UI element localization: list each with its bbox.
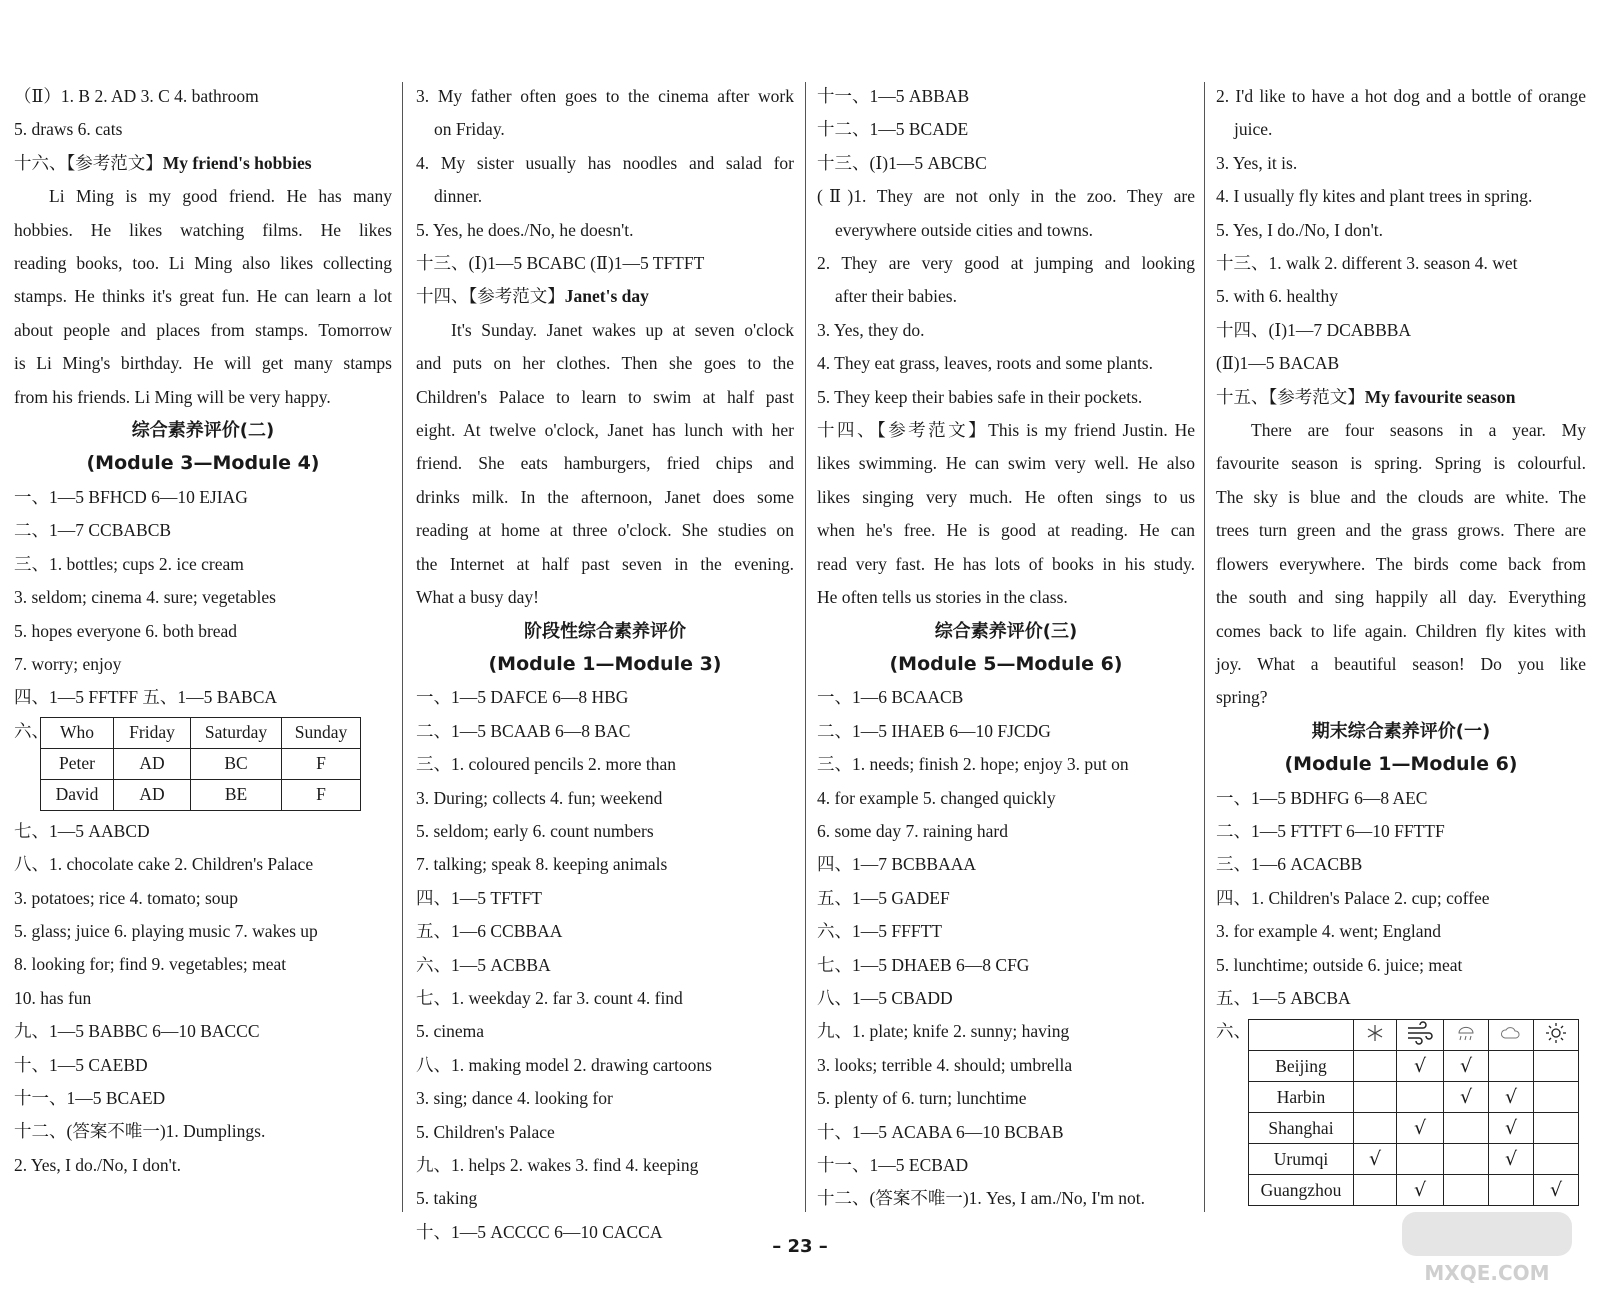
answer-line: 4. I usually fly kites and plant trees in spring. xyxy=(1216,186,1533,207)
check-cell xyxy=(1354,1051,1397,1082)
table-cell: AD xyxy=(114,748,191,779)
answer-line: 六、1—5 FFFTT xyxy=(817,921,942,942)
table-cell: Peter xyxy=(41,748,114,779)
answer-line: 4. for example 5. changed quickly xyxy=(817,787,1056,808)
essay-prefix: 十五、【参考范文】 xyxy=(1216,386,1365,407)
answer-line: 十三、(Ⅰ)1—5 BCABC (Ⅱ)1—5 TFTFT xyxy=(416,253,705,274)
check-cell xyxy=(1534,1175,1579,1206)
check-mark-icon: √ xyxy=(1413,1117,1427,1140)
city-cell: Guangzhou xyxy=(1249,1175,1354,1206)
answer-line: 2. They are very good at jumping and looking xyxy=(817,253,1195,274)
essay-heading xyxy=(14,147,392,180)
check-cell xyxy=(1444,1051,1489,1082)
answer-line: 七、1. weekday 2. far 3. count 4. find xyxy=(416,987,683,1008)
answer-line: 三、1. coloured pencils 2. more than xyxy=(416,754,677,775)
sun-icon xyxy=(1543,1021,1569,1045)
weather-header-cell xyxy=(1534,1020,1579,1051)
weather-table-block xyxy=(1216,1015,1586,1211)
essay-line: drinks milk. In the afternoon, Janet does some xyxy=(416,486,794,507)
answer-line: 6. some day 7. raining hard xyxy=(817,820,1008,841)
answer-line: 3. Yes, they do. xyxy=(817,319,925,340)
check-cell xyxy=(1444,1175,1489,1206)
table-header-cell: Friday xyxy=(114,717,191,748)
essay-line: is Li Ming's birthday. He will get many stamps xyxy=(14,353,392,374)
answer-line: 十、1—5 ACABA 6—10 BCBAB xyxy=(817,1121,1064,1142)
check-cell xyxy=(1534,1051,1579,1082)
answer-line: 十四、(Ⅰ)1—7 DCABBBA xyxy=(1216,319,1412,340)
column-4 xyxy=(1216,80,1586,1216)
answer-line: 10. has fun xyxy=(14,987,92,1008)
table-header-cell: Sunday xyxy=(282,717,361,748)
answer-line: 九、1. helps 2. wakes 3. find 4. keeping xyxy=(416,1155,699,1175)
essay-line: about people and places from stamps. Tomorrow xyxy=(14,319,392,340)
answer-line: 7. worry; enjoy xyxy=(14,653,122,674)
essay-line: flowers everywhere. The birds come back from xyxy=(1216,553,1586,574)
weather-header-cell xyxy=(1397,1020,1444,1051)
essay-line: read very fast. He has lots of books in his study. xyxy=(817,553,1195,574)
essay-line: 十四、【参考范文】This is my friend Justin. He xyxy=(817,420,1195,441)
essay-line: There are four seasons in a year. My xyxy=(1251,420,1586,441)
answer-line: 四、1—5 TFTFT xyxy=(416,887,542,908)
check-mark-icon: √ xyxy=(1413,1055,1427,1078)
answer-line: (Ⅱ)1—5 BACAB xyxy=(1216,353,1340,374)
section-heading: 综合素养评价(三) xyxy=(934,620,1078,642)
check-cell xyxy=(1489,1082,1534,1113)
answer-line: 五、1—6 CCBBAA xyxy=(416,921,563,942)
answer-line: 4. My sister usually has noodles and salad for xyxy=(416,152,794,173)
answer-line: 七、1—5 DHAEB 6—8 CFG xyxy=(817,954,1030,975)
snowflake-icon xyxy=(1362,1021,1388,1045)
check-cell xyxy=(1444,1144,1489,1175)
essay-line: reading at home at three o'clock. She studies on xyxy=(416,520,794,541)
check-cell xyxy=(1534,1113,1579,1144)
weather-row xyxy=(1249,1051,1579,1082)
column-divider-1 xyxy=(402,82,403,1212)
answer-line: 5. Children's Palace xyxy=(416,1121,555,1142)
answer-line: 二、1—5 FTTFT 6—10 FFTTF xyxy=(1216,820,1445,841)
section-subheading: (Module 1—Module 6) xyxy=(1284,753,1518,776)
answer-line: 5. glass; juice 6. playing music 7. wakes up xyxy=(14,920,318,941)
watermark-logo xyxy=(1392,1206,1582,1288)
section-heading: 阶段性综合素养评价 xyxy=(524,620,686,642)
essay-prefix: 十四、【参考范文】 xyxy=(416,286,565,307)
check-cell xyxy=(1354,1144,1397,1175)
answer-line: 一、1—5 BFHCD 6—10 EJIAG xyxy=(14,486,248,507)
answer-line: 3. seldom; cinema 4. sure; vegetables xyxy=(14,587,276,608)
answer-line: 十二、1—5 BCADE xyxy=(817,119,969,140)
section-subheading: (Module 3—Module 4) xyxy=(86,452,320,475)
essay-line: trees turn green and the grass grows. There are xyxy=(1216,520,1586,541)
weather-row xyxy=(1249,1144,1579,1175)
answer-line: 3. potatoes; rice 4. tomato; soup xyxy=(14,887,239,908)
answer-line: 四、1. Children's Palace 2. cup; coffee xyxy=(1216,887,1490,908)
table-cell: F xyxy=(282,779,361,810)
weather-header-cell xyxy=(1489,1020,1534,1051)
answer-line: 5. draws 6. cats xyxy=(14,119,123,140)
check-mark-icon: √ xyxy=(1549,1179,1563,1202)
cloud-icon xyxy=(1498,1021,1524,1045)
column-2 xyxy=(416,80,794,1242)
essay-line: reading books, too. Li Ming also likes collecting xyxy=(14,253,392,274)
essay-line: hobbies. He likes watching films. He likes xyxy=(14,219,392,240)
city-cell: Shanghai xyxy=(1249,1113,1354,1144)
answer-line: 三、1. bottles; cups 2. ice cream xyxy=(14,553,244,574)
answer-line: 5. taking xyxy=(416,1188,478,1209)
weather-header-cell xyxy=(1444,1020,1489,1051)
weather-header-cell xyxy=(1354,1020,1397,1051)
table-cell: BE xyxy=(191,779,282,810)
check-cell xyxy=(1397,1082,1444,1113)
city-cell: Urumqi xyxy=(1249,1144,1354,1175)
essay-line: Children's Palace to learn to swim at half past xyxy=(416,386,794,407)
essay-line: comes back to life again. Children fly kites with xyxy=(1216,620,1586,641)
essay-line: The sky is blue and the clouds are white. The xyxy=(1216,486,1586,507)
answer-line: 十三、(Ⅰ)1—5 ABCBC xyxy=(817,152,987,173)
essay-line: friend. She eats hamburgers, fried chips and xyxy=(416,453,794,474)
check-mark-icon: √ xyxy=(1413,1179,1427,1202)
table-corner-cell xyxy=(1249,1020,1354,1051)
check-cell xyxy=(1354,1082,1397,1113)
check-cell xyxy=(1444,1082,1489,1113)
answer-line: 5. They keep their babies safe in their pockets. xyxy=(817,386,1143,407)
table-header-cell: Who xyxy=(41,717,114,748)
answer-line: 一、1—5 BDHFG 6—8 AEC xyxy=(1216,787,1428,808)
column-divider-2 xyxy=(805,82,806,1212)
answer-line: 五、1—5 GADEF xyxy=(817,887,950,908)
answer-line: 一、1—6 BCAACB xyxy=(817,687,964,708)
check-cell xyxy=(1534,1144,1579,1175)
answer-line: 5. Yes, I do./No, I don't. xyxy=(1216,219,1383,240)
weather-table xyxy=(1248,1019,1579,1206)
check-cell xyxy=(1534,1082,1579,1113)
table-cell: AD xyxy=(114,779,191,810)
answer-line: 九、1. plate; knife 2. sunny; having xyxy=(817,1021,1070,1042)
answer-line: 3. Yes, it is. xyxy=(1216,152,1298,173)
answer-line: 7. talking; speak 8. keeping animals xyxy=(416,854,668,875)
check-cell xyxy=(1397,1144,1444,1175)
essay-heading xyxy=(416,280,794,313)
answer-line: 3. looks; terrible 4. should; umbrella xyxy=(817,1054,1073,1075)
answer-line: 5. lunchtime; outside 6. juice; meat xyxy=(1216,954,1463,975)
answer-line: 十、1—5 CAEBD xyxy=(14,1054,148,1075)
answer-line: dinner. xyxy=(434,186,483,207)
answer-line: 2. Yes, I do./No, I don't. xyxy=(14,1154,181,1175)
table-label: 六、 xyxy=(1216,1021,1251,1042)
answer-line: 5. plenty of 6. turn; lunchtime xyxy=(817,1088,1027,1109)
answer-line: 5. with 6. healthy xyxy=(1216,286,1338,307)
check-mark-icon: √ xyxy=(1504,1148,1518,1171)
answer-line: 二、1—7 CCBABCB xyxy=(14,520,172,541)
answer-line: on Friday. xyxy=(434,119,505,140)
rain-icon xyxy=(1453,1021,1479,1045)
answer-line: juice. xyxy=(1234,119,1273,140)
check-cell xyxy=(1489,1144,1534,1175)
answer-line: （Ⅱ）1. B 2. AD 3. C 4. bathroom xyxy=(14,86,259,106)
answer-line: 十二、(答案不唯一)1. Dumplings. xyxy=(14,1121,266,1142)
table-cell: F xyxy=(282,748,361,779)
essay-line: likes swimming. He can swim very well. He also xyxy=(817,453,1195,474)
essay-line: eight. At twelve o'clock, Janet has lunch with her xyxy=(416,420,794,441)
check-mark-icon: √ xyxy=(1368,1148,1382,1171)
answer-line: 3. My father often goes to the cinema after work xyxy=(416,86,794,106)
answer-line: 六、1—5 ACBBA xyxy=(416,954,551,975)
answer-line: 十一、1—5 BCAED xyxy=(14,1087,166,1108)
check-cell xyxy=(1354,1113,1397,1144)
answer-line: 四、1—7 BCBBAAA xyxy=(817,854,976,875)
table-header-cell: Saturday xyxy=(191,717,282,748)
answer-line: 5. hopes everyone 6. both bread xyxy=(14,620,238,641)
essay-title: My friend's hobbies xyxy=(162,152,312,173)
wind-icon xyxy=(1405,1021,1435,1045)
essay-line: Li Ming is my good friend. He has many xyxy=(49,186,392,207)
answer-line: 四、1—5 FFTFF 五、1—5 BABCA xyxy=(14,687,278,708)
answer-line: 七、1—5 AABCD xyxy=(14,820,150,841)
answer-line: 二、1—5 BCAAB 6—8 BAC xyxy=(416,720,631,741)
answer-line: 5. seldom; early 6. count numbers xyxy=(416,820,654,841)
answer-line: 八、1. chocolate cake 2. Children's Palace xyxy=(14,854,314,875)
answer-line: 三、1. needs; finish 2. hope; enjoy 3. put on xyxy=(817,754,1129,775)
answer-line: 十二、(答案不唯一)1. Yes, I am./No, I'm not. xyxy=(817,1188,1146,1209)
answer-line: 8. looking for; find 9. vegetables; meat xyxy=(14,954,287,975)
answer-line: 3. for example 4. went; England xyxy=(1216,921,1442,942)
table-label: 六、 xyxy=(14,720,49,741)
check-cell xyxy=(1397,1175,1444,1206)
check-cell xyxy=(1489,1113,1534,1144)
check-cell xyxy=(1397,1051,1444,1082)
check-cell xyxy=(1444,1113,1489,1144)
check-cell xyxy=(1397,1113,1444,1144)
essay-heading xyxy=(1216,381,1586,414)
section-subheading: (Module 1—Module 3) xyxy=(488,652,722,675)
essay-line: the south and sing happily all day. Everything xyxy=(1216,587,1586,608)
essay-line: from his friends. Li Ming will be very happy. xyxy=(14,386,331,407)
essay-line: It's Sunday. Janet wakes up at seven o'clock xyxy=(451,319,794,340)
weather-row xyxy=(1249,1113,1579,1144)
check-cell xyxy=(1354,1175,1397,1206)
essay-line: joy. What a beautiful season! Do you like xyxy=(1216,653,1586,674)
schedule-table xyxy=(40,717,361,811)
section-heading: 综合素养评价(二) xyxy=(131,420,275,442)
check-mark-icon: √ xyxy=(1504,1117,1518,1140)
answer-line: 十三、1. walk 2. different 3. season 4. wet xyxy=(1216,253,1518,274)
weather-row xyxy=(1249,1082,1579,1113)
answer-line: 3. During; collects 4. fun; weekend xyxy=(416,787,663,808)
column-1 xyxy=(14,80,392,1216)
city-cell: Beijing xyxy=(1249,1051,1354,1082)
answer-line: 4. They eat grass, leaves, roots and some plants. xyxy=(817,353,1153,374)
essay-line: stamps. He thinks it's great fun. He can learn a lot xyxy=(14,286,392,307)
answer-line: 5. Yes, he does./No, he doesn't. xyxy=(416,219,634,240)
check-cell xyxy=(1489,1175,1534,1206)
answer-line: 十、1—5 ACCCC 6—10 CACCA xyxy=(416,1221,663,1242)
page-number: – 23 – xyxy=(772,1236,828,1257)
answer-line: (Ⅱ)1. They are not only in the zoo. They are xyxy=(817,186,1195,207)
essay-line: likes singing very much. He often sings to us xyxy=(817,486,1195,507)
section-subheading: (Module 5—Module 6) xyxy=(889,652,1123,675)
essay-title: My favourite season xyxy=(1364,386,1516,407)
answer-line: 一、1—5 DAFCE 6—8 HBG xyxy=(416,687,629,708)
city-cell: Harbin xyxy=(1249,1082,1354,1113)
essay-line: spring? xyxy=(1216,687,1268,708)
answer-line: 八、1. making model 2. drawing cartoons xyxy=(416,1054,712,1075)
check-cell xyxy=(1489,1051,1534,1082)
answer-line: 十一、1—5 ABBAB xyxy=(817,86,970,106)
essay-line: What a busy day! xyxy=(416,587,539,608)
schedule-table-block xyxy=(14,715,392,815)
table-cell: David xyxy=(41,779,114,810)
weather-row xyxy=(1249,1175,1579,1206)
essay-line: He often tells us stories in the class. xyxy=(817,587,1068,608)
check-mark-icon: √ xyxy=(1504,1086,1518,1109)
answer-line: 十一、1—5 ECBAD xyxy=(817,1155,969,1175)
answer-line: 五、1—5 ABCBA xyxy=(1216,987,1351,1008)
table-cell: BC xyxy=(191,748,282,779)
answer-line: 3. sing; dance 4. looking for xyxy=(416,1088,613,1109)
answer-line: 5. cinema xyxy=(416,1021,485,1042)
answer-line: 八、1—5 CBADD xyxy=(817,987,953,1008)
answer-line: after their babies. xyxy=(835,286,957,307)
answer-line: 三、1—6 ACACBB xyxy=(1216,854,1363,875)
check-mark-icon: √ xyxy=(1459,1086,1473,1109)
column-3 xyxy=(817,80,1195,1216)
column-divider-3 xyxy=(1204,82,1205,1212)
section-heading: 期末综合素养评价(一) xyxy=(1311,720,1491,742)
answer-line: 九、1—5 BABBC 6—10 BACCC xyxy=(14,1021,260,1042)
answer-line: 二、1—5 IHAEB 6—10 FJCDG xyxy=(817,720,1051,741)
answer-line: everywhere outside cities and towns. xyxy=(835,219,1094,240)
essay-line: favourite season is spring. Spring is colourful. xyxy=(1216,453,1586,474)
check-mark-icon: √ xyxy=(1459,1055,1473,1078)
watermark-text: MXQE.COM xyxy=(1424,1261,1550,1285)
essay-line: when he's free. He is good at reading. He can xyxy=(817,520,1195,541)
essay-prefix: 十六、【参考范文】 xyxy=(14,152,163,173)
essay-line: and puts on her clothes. Then she goes to the xyxy=(416,353,794,374)
answer-line: 2. I'd like to have a hot dog and a bottle of orange xyxy=(1216,86,1586,106)
essay-line: the Internet at half past seven in the evening. xyxy=(416,553,794,574)
essay-title: Janet's day xyxy=(564,286,649,307)
